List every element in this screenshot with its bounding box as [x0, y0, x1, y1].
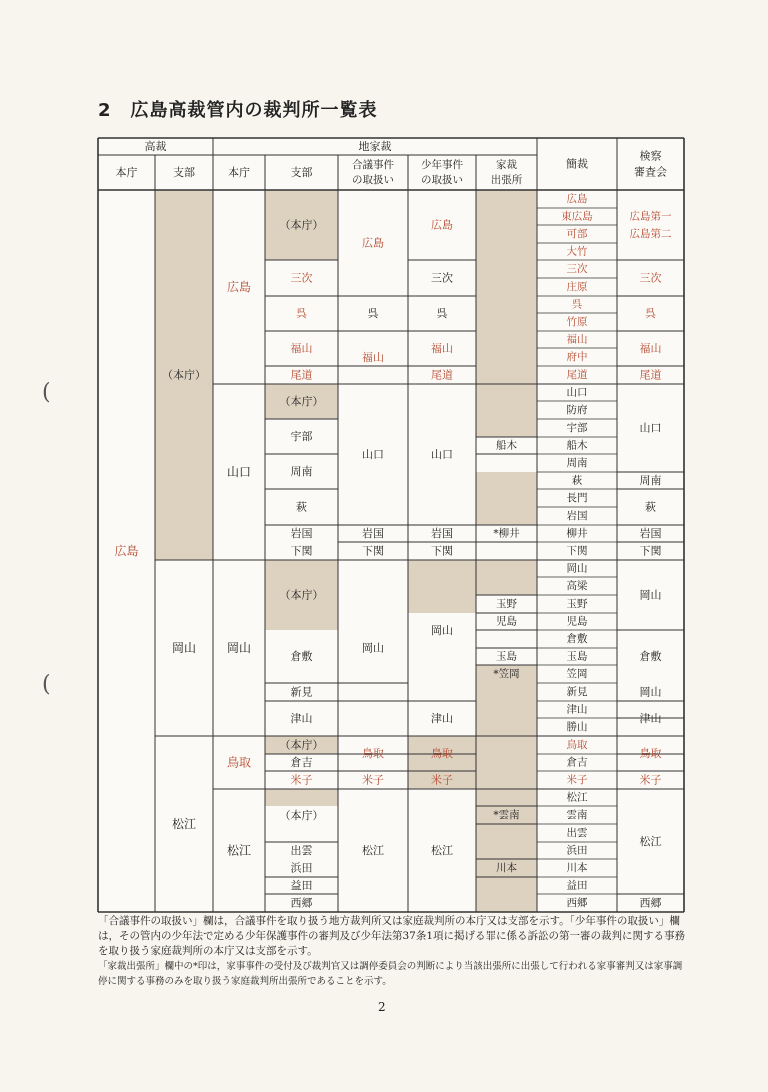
- binding-mark: (: [42, 672, 51, 697]
- header-main-office: 本庁: [228, 166, 250, 179]
- inquest-cell: 尾道: [639, 368, 662, 382]
- branch-cell: 福山: [290, 342, 313, 355]
- branch-cell: 津山: [290, 712, 313, 725]
- summary-court-cell: 萩: [571, 474, 583, 487]
- panel-case-cell: 岡山: [362, 641, 384, 655]
- binding-mark: (: [42, 380, 51, 405]
- summary-court-cell: 米子: [566, 774, 588, 786]
- branch-cell: 呉: [296, 307, 307, 320]
- summary-court-cell: 倉吉: [566, 756, 588, 769]
- summary-court-cell: 岩国: [566, 510, 588, 522]
- inquest-cell: 呉: [645, 307, 656, 320]
- cell-shade: [408, 560, 476, 613]
- summary-court-cell: 鳥取: [566, 739, 588, 751]
- inquest-cell: 萩: [645, 500, 656, 514]
- branch-cell: 岩国: [290, 527, 313, 540]
- panel-case-cell: 鳥取: [362, 747, 384, 760]
- page-number: 2: [378, 1000, 386, 1014]
- summary-court-cell: 下関: [566, 545, 588, 557]
- family-branch-cell: 船木: [496, 439, 517, 452]
- family-branch-cell: *柳井: [493, 527, 520, 540]
- inquest-cell: 三次: [639, 271, 662, 285]
- summary-court-cell: 玉野: [566, 598, 588, 610]
- table-cell-text: 山口: [226, 465, 252, 479]
- page-title: 2 広島高裁管内の裁判所一覧表: [98, 100, 378, 121]
- summary-court-cell: 高梁: [566, 580, 588, 592]
- summary-court-cell: 広島: [566, 193, 588, 205]
- summary-court-cell: 柳井: [566, 527, 588, 540]
- summary-court-cell: 東広島: [561, 210, 593, 223]
- summary-court-cell: 三次: [566, 263, 588, 275]
- header-juvenile-cases: の取扱い: [421, 174, 463, 186]
- juvenile-case-cell: 山口: [431, 448, 453, 461]
- summary-court-cell: 周南: [566, 457, 588, 469]
- header-branch: 支部: [290, 166, 313, 179]
- table-cell-text: 岡山: [226, 641, 252, 655]
- summary-court-cell: 浜田: [566, 844, 588, 857]
- family-branch-cell: *雲南: [493, 809, 520, 821]
- juvenile-case-cell: 岩国: [431, 527, 453, 540]
- juvenile-case-cell: 三次: [431, 271, 453, 285]
- branch-cell: 米子: [290, 773, 313, 787]
- inquest-cell: 山口: [639, 421, 662, 435]
- juvenile-case-cell: 呉: [436, 307, 448, 320]
- cell-shade: [476, 190, 537, 384]
- table-cell-text: 松江: [171, 817, 197, 831]
- inquest-cell: 下関: [639, 544, 662, 558]
- inquest-cell: 西郷: [639, 896, 662, 910]
- summary-court-cell: 竹原: [566, 316, 588, 328]
- table-cell-text: 広島: [114, 544, 139, 558]
- family-branch-cell: 児島: [496, 615, 517, 628]
- panel-case-cell: 広島: [362, 236, 384, 250]
- panel-case-cell: 米子: [362, 773, 384, 787]
- table-cell-text: （本庁）: [162, 368, 206, 382]
- inquest-cell: 岡山: [639, 685, 662, 699]
- juvenile-case-cell: 鳥取: [431, 747, 453, 760]
- branch-cell: 下関: [290, 544, 313, 558]
- table-cell-text: 松江: [226, 843, 252, 858]
- family-branch-cell: *笠岡: [493, 668, 520, 680]
- summary-court-cell: 岡山: [566, 562, 588, 575]
- branch-cell: 倉敷: [290, 650, 313, 663]
- branch-cell: （本庁）: [279, 588, 324, 602]
- branch-cell: 西郷: [290, 896, 313, 910]
- juvenile-case-cell: 広島: [431, 218, 453, 232]
- inquest-cell: 松江: [639, 835, 662, 848]
- branch-cell: （本庁）: [279, 218, 324, 232]
- branch-cell: 尾道: [290, 368, 313, 382]
- summary-court-cell: 府中: [566, 351, 588, 363]
- panel-case-cell: 岩国: [362, 527, 384, 540]
- header-panel-cases: の取扱い: [352, 174, 394, 186]
- inquest-cell: 広島第二: [629, 228, 672, 240]
- inquest-cell: 岩国: [639, 527, 662, 540]
- header-high-court: 高裁: [144, 140, 167, 153]
- summary-court-cell: 呉: [571, 298, 583, 311]
- table-cell-text: 岡山: [171, 641, 197, 655]
- header-family-branch-office: 家裁: [496, 159, 517, 171]
- summary-court-cell: 勝山: [566, 721, 588, 733]
- summary-court-cell: 尾道: [566, 369, 588, 381]
- summary-court-cell: 新見: [566, 686, 588, 698]
- summary-court-cell: 長門: [566, 492, 588, 504]
- branch-cell: （本庁）: [279, 738, 324, 752]
- branch-cell: （本庁）: [279, 395, 324, 408]
- footnote-2: 「家裁出張所」欄中の*印は，家事事件の受付及び裁判官又は調停委員会の判断により当該出張所に出張して行われる家事審判又は家事調停に関する事務のみを取り扱う家庭裁判所出張所であることを示す。: [98, 961, 683, 987]
- branch-cell: 萩: [296, 500, 307, 514]
- header-branch: 支部: [173, 166, 195, 179]
- inquest-cell: 周南: [639, 474, 662, 487]
- header-inquest-committee: 審査会: [634, 165, 667, 179]
- summary-court-cell: 出雲: [566, 827, 588, 839]
- juvenile-case-cell: 下関: [431, 544, 453, 558]
- header-district-court: 地家裁: [358, 140, 392, 153]
- branch-cell: 周南: [290, 465, 313, 478]
- juvenile-case-cell: 津山: [431, 712, 453, 725]
- inquest-cell: 米子: [639, 773, 662, 787]
- summary-court-cell: 川本: [566, 862, 588, 874]
- inquest-cell: 津山: [639, 712, 662, 725]
- summary-court-cell: 福山: [566, 333, 588, 346]
- family-branch-cell: 川本: [496, 862, 517, 874]
- footnote-1: 「合議事件の取扱い」欄は，合議事件を取り扱う地方裁判所又は家庭裁判所の本庁又は支部を示す。「少年事件の取扱い」欄は，その管内の少年法で定める少年保護事件の審判及び少年法第37条1項に掲げる罪に係る訴訟の第一審の裁判に関する事務を取り扱う家庭裁判所の本庁又は支部を示す。: [98, 915, 686, 957]
- summary-court-cell: 庄原: [566, 281, 588, 293]
- branch-cell: 益田: [290, 879, 313, 892]
- summary-court-cell: 笠岡: [566, 668, 588, 680]
- header-family-branch-office: 出張所: [490, 174, 523, 186]
- inquest-cell: 鳥取: [639, 747, 662, 760]
- family-branch-cell: 玉野: [496, 598, 517, 610]
- header-inquest-committee: 検察: [639, 149, 662, 163]
- inquest-cell: 岡山: [639, 588, 662, 602]
- panel-case-cell: 山口: [362, 448, 384, 461]
- branch-cell: （本庁）: [279, 809, 324, 822]
- family-branch-cell: 玉島: [496, 650, 517, 663]
- footnotes: [98, 914, 688, 989]
- panel-case-cell: 呉: [367, 307, 379, 320]
- juvenile-case-cell: 岡山: [431, 624, 453, 637]
- header-panel-cases: 合議事件: [352, 159, 394, 171]
- inquest-cell: 倉敷: [639, 650, 662, 663]
- cell-shade: [476, 384, 537, 437]
- table-cell-text: 鳥取: [226, 755, 252, 770]
- header-main-office: 本庁: [115, 166, 138, 179]
- cell-shade: [265, 789, 338, 806]
- panel-case-cell: 下関: [362, 544, 384, 558]
- summary-court-cell: 可部: [566, 228, 588, 240]
- branch-cell: 倉吉: [290, 756, 313, 769]
- branch-cell: 宇部: [290, 430, 313, 443]
- cell-shade: [476, 472, 537, 525]
- summary-court-cell: 船木: [566, 439, 588, 452]
- summary-court-cell: 倉敷: [566, 633, 588, 645]
- panel-case-cell: 松江: [362, 844, 384, 857]
- summary-court-cell: 雲南: [566, 809, 588, 821]
- branch-cell: 新見: [290, 685, 313, 699]
- summary-court-cell: 山口: [566, 386, 588, 399]
- juvenile-case-cell: 尾道: [431, 368, 453, 382]
- branch-cell: 三次: [290, 271, 313, 285]
- juvenile-case-cell: 福山: [431, 342, 453, 355]
- summary-court-cell: 玉島: [566, 650, 588, 663]
- panel-case-cell: 福山: [362, 351, 384, 364]
- inquest-cell: 広島第一: [629, 210, 672, 223]
- summary-court-cell: 益田: [566, 879, 588, 892]
- inquest-cell: 福山: [639, 342, 662, 355]
- summary-court-cell: 大竹: [566, 245, 588, 258]
- table-cell-text: 広島: [226, 280, 252, 294]
- header-summary-court: 簡裁: [566, 157, 588, 171]
- cell-shade: [476, 560, 537, 595]
- summary-court-cell: 西郷: [566, 897, 588, 909]
- juvenile-case-cell: 松江: [431, 844, 453, 857]
- summary-court-cell: 防府: [566, 404, 588, 416]
- branch-cell: 出雲: [290, 844, 313, 857]
- summary-court-cell: 宇部: [566, 422, 588, 434]
- summary-court-cell: 児島: [566, 615, 588, 628]
- header-juvenile-cases: 少年事件: [421, 159, 463, 171]
- juvenile-case-cell: 米子: [431, 773, 453, 787]
- branch-cell: 浜田: [290, 861, 313, 875]
- summary-court-cell: 松江: [566, 791, 588, 804]
- summary-court-cell: 津山: [566, 703, 588, 716]
